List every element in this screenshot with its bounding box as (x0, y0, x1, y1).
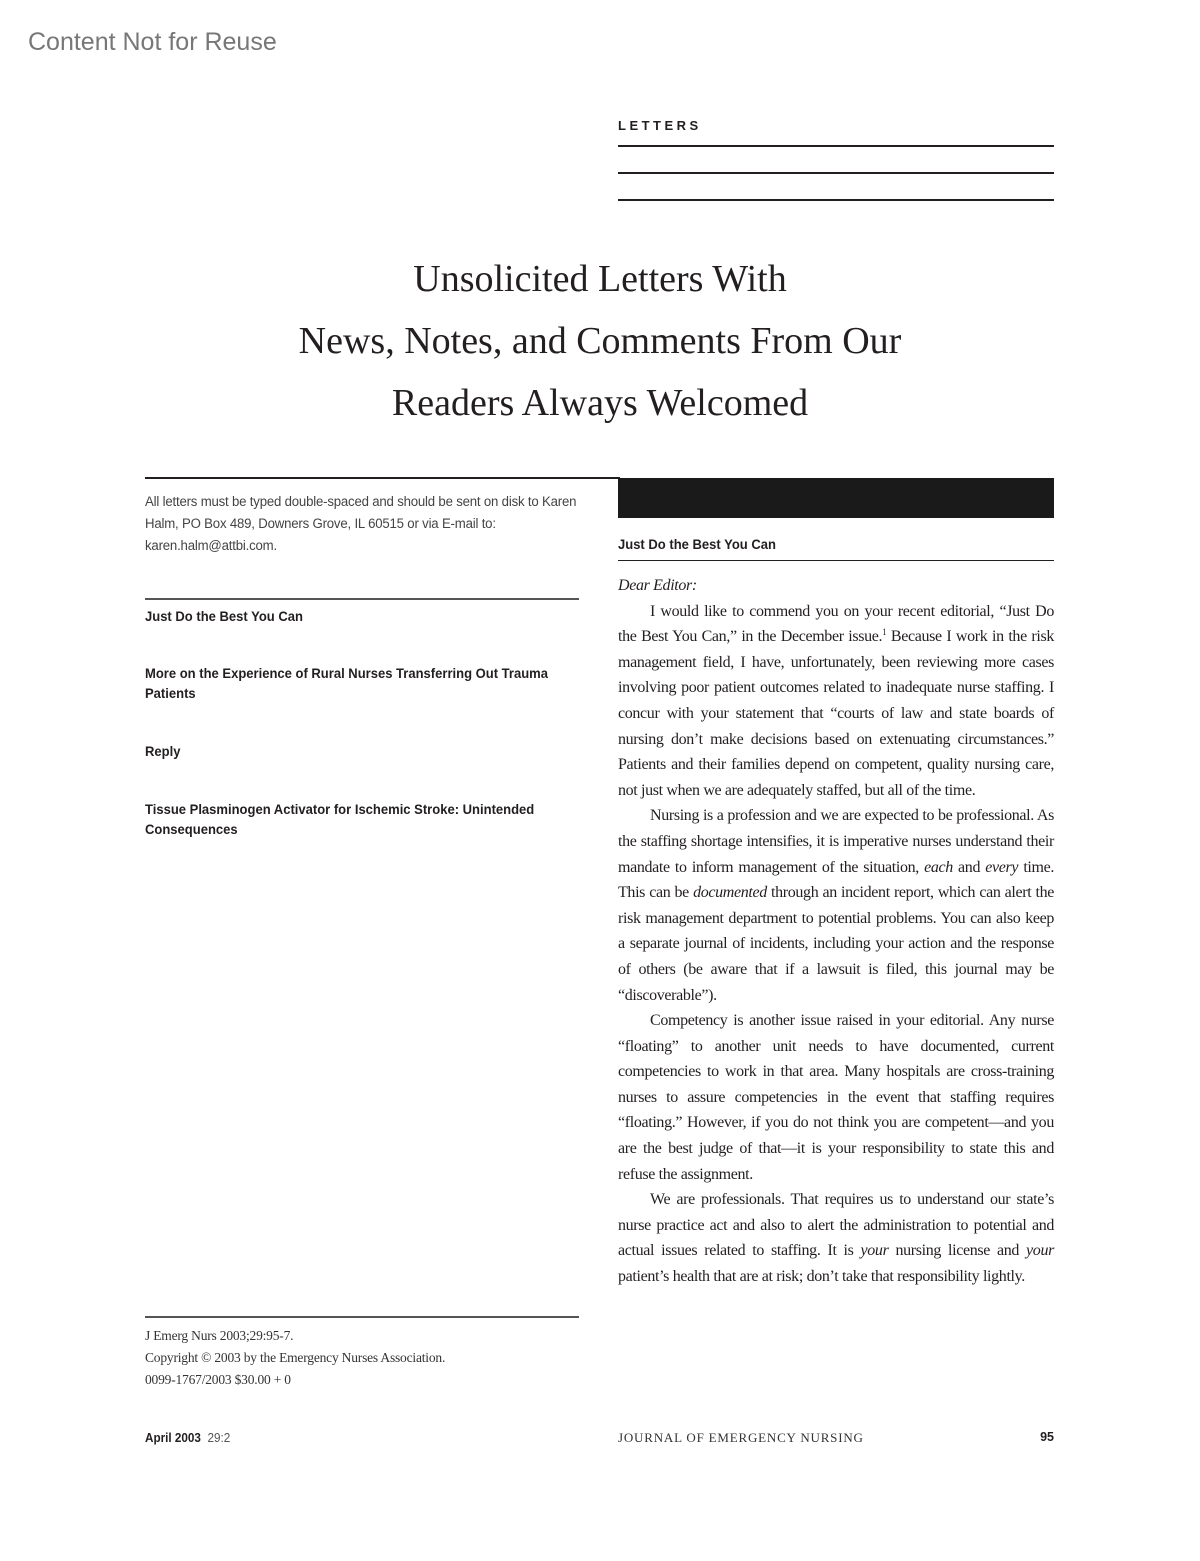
text-run: patient’s health that are at risk; don’t take that responsibility lightly. (618, 1268, 1025, 1286)
text-run: time. This can be (618, 858, 1055, 902)
section-label: LETTERS (618, 118, 702, 133)
title-line: News, Notes, and Comments From Our (298, 320, 902, 362)
text-run: Nursing is a profession and we are expected to be professional. As the staffing shortage intensifies, it is imperative nurses understand their mandate to inform management of the situation, (618, 807, 1054, 876)
paragraph (618, 1008, 1054, 1187)
watermark: Content Not for Reuse (28, 28, 277, 56)
footer-month: April 2003 (145, 1430, 201, 1445)
salutation: Dear Editor: (618, 577, 697, 594)
divider (145, 477, 620, 479)
citation-line: Copyright © 2003 by the Emergency Nurses Association. (145, 1350, 446, 1365)
footnote-ref: 1 (882, 627, 887, 638)
emphasis: your (860, 1242, 889, 1260)
footer-issue: 29:2 (207, 1430, 231, 1445)
toc-item[interactable]: Just Do the Best You Can (145, 608, 303, 624)
title-line: Unsolicited Letters With (413, 258, 787, 300)
letter-body (618, 573, 1054, 1290)
header-bar (618, 478, 1054, 518)
text-run: We are professionals. That requires us to understand our state’s nurse practice act and also to alert the administration to potential and actual issues related to staffing. It is (618, 1191, 1054, 1260)
text-run: I would like to commend you on your recent editorial, “Just Do the Best You Can,” in the December issue. (618, 602, 1054, 646)
toc-item[interactable]: More on the Experience of Rural Nurses Transferring Out Trauma Patients (145, 665, 549, 701)
text-run: Competency is another issue raised in your editorial. Any nurse “floating” to another unit needs to have documented, current competencies to work in that area. Many hospitals are cross-training nurses to assure competencies in the event that staffing requires “floating.” However, if you do not think you are competent—and you are the best judge of that—it is your responsibility to state this and refuse the assignment. (618, 1012, 1054, 1183)
citation-line: J Emerg Nurs 2003;29:95-7. (145, 1328, 294, 1343)
paragraph (618, 803, 1054, 1008)
footer-date (145, 1430, 230, 1445)
text-run: Because I work in the risk management field, I have, unfortunately, been reviewing more cases involving poor patient outcomes related to inadequate nurse staffing. I concur with your statement that “courts of law and state boards of nursing don’t make decisions based on extenuating circumstances.” Patients and their families depend on competent, quality nursing care, not just when we are adequately staffed, but all of the time. (618, 628, 1055, 799)
citation-line: 0099-1767/2003 $30.00 + 0 (145, 1372, 291, 1387)
emphasis: every (985, 858, 1019, 876)
divider (618, 172, 1054, 174)
emphasis: each (924, 858, 953, 876)
paragraph (618, 599, 1054, 804)
text-run: nursing license and (888, 1242, 1027, 1260)
divider (145, 598, 579, 600)
page-number: 95 (1040, 1430, 1054, 1444)
letter-heading: Just Do the Best You Can (618, 536, 776, 552)
toc-item[interactable]: Tissue Plasminogen Activator for Ischemic Stroke: Unintended Consequences (145, 801, 535, 837)
footer-journal: JOURNAL OF EMERGENCY NURSING (618, 1430, 864, 1445)
text-run: through an incident report, which can alert the risk management department to potential problems. You can also keep a separate journal of incidents, including your action and the response of others (be aware that if a lawsuit is filed, this journal may be “discoverable”). (618, 884, 1054, 1004)
article-title (0, 248, 1200, 434)
divider (145, 1316, 579, 1318)
title-line: Readers Always Welcomed (391, 382, 809, 424)
divider (618, 145, 1054, 147)
emphasis: documented (693, 884, 767, 902)
text-run: and (952, 858, 986, 876)
emphasis: your (1026, 1242, 1054, 1260)
submission-instructions: All letters must be typed double-spaced and should be sent on disk to Karen Halm, PO Box 489, Downers Grove, IL 60515 or via E-mail to: karen.halm@attbi.com. (145, 494, 577, 554)
toc-item[interactable]: Reply (145, 743, 181, 759)
citation (145, 1325, 445, 1391)
divider (618, 560, 1054, 561)
paragraph (618, 1187, 1054, 1289)
divider (618, 199, 1054, 201)
